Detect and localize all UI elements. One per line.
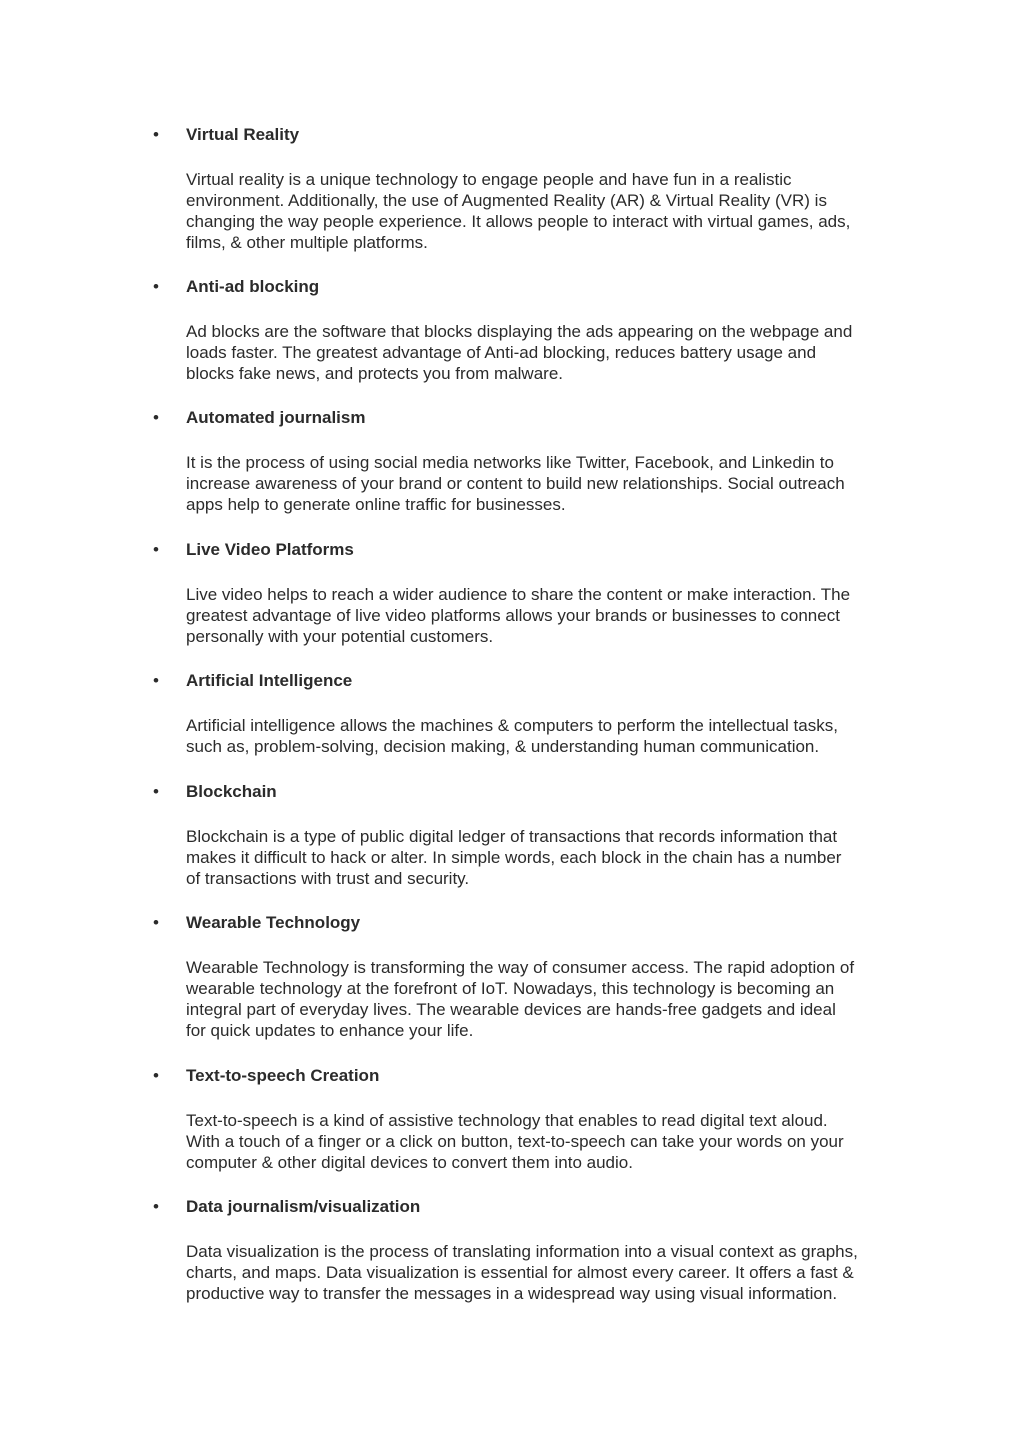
paragraph-line: changing the way people experience. It allows people to interact with virtual games, ads, <box>186 212 851 231</box>
bullet-icon: • <box>153 1066 159 1085</box>
paragraph-line: Wearable Technology is transforming the way of consumer access. The rapid adoption of <box>186 958 855 977</box>
item-paragraph <box>186 826 916 889</box>
paragraph-line: wearable technology at the forefront of IoT. Nowadays, this technology is becoming an <box>186 979 835 998</box>
paragraph-line: such as, problem-solving, decision making, & understanding human communication. <box>186 737 820 756</box>
paragraph-line: Data visualization is the process of translating information into a visual context as graphs, <box>186 1242 858 1261</box>
paragraph-line: makes it difficult to hack or alter. In simple words, each block in the chain has a number <box>186 848 842 867</box>
item-heading: Anti-ad blocking <box>186 277 320 296</box>
paragraph-line: environment. Additionally, the use of Augmented Reality (AR) & Virtual Reality (VR) is <box>186 191 827 210</box>
paragraph-line: Text-to-speech is a kind of assistive technology that enables to read digital text aloud. <box>186 1111 828 1130</box>
paragraph-line: increase awareness of your brand or content to build new relationships. Social outreach <box>186 474 845 493</box>
item-heading: Data journalism/visualization <box>186 1197 421 1216</box>
paragraph-line: loads faster. The greatest advantage of Anti-ad blocking, reduces battery usage and <box>186 343 817 362</box>
paragraph-line: blocks fake news, and protects you from malware. <box>186 364 563 383</box>
bullet-icon: • <box>153 913 159 932</box>
item-heading: Automated journalism <box>186 408 366 427</box>
paragraph-line: charts, and maps. Data visualization is essential for almost every career. It offers a fast & <box>186 1263 854 1282</box>
paragraph-line: With a touch of a finger or a click on button, text-to-speech can take your words on your <box>186 1132 844 1151</box>
paragraph-line: Live video helps to reach a wider audience to share the content or make interaction. The <box>186 585 851 604</box>
bullet-icon: • <box>153 540 159 559</box>
bullet-icon: • <box>153 125 159 144</box>
item-paragraph <box>186 321 916 384</box>
paragraph-line: greatest advantage of live video platforms allows your brands or businesses to connect <box>186 606 840 625</box>
paragraph-line: integral part of everyday lives. The wearable devices are hands-free gadgets and ideal <box>186 1000 836 1019</box>
item-paragraph <box>186 169 916 253</box>
paragraph-line: Artificial intelligence allows the machines & computers to perform the intellectual tasks, <box>186 716 838 735</box>
item-heading: Blockchain <box>186 782 277 801</box>
item-heading: Text-to-speech Creation <box>186 1066 380 1085</box>
paragraph-line: It is the process of using social media networks like Twitter, Facebook, and Linkedin to <box>186 453 834 472</box>
paragraph-line: personally with your potential customers. <box>186 627 494 646</box>
bullet-icon: • <box>153 408 159 427</box>
item-heading: Live Video Platforms <box>186 540 354 559</box>
item-heading: Virtual Reality <box>186 125 300 144</box>
paragraph-line: Ad blocks are the software that blocks displaying the ads appearing on the webpage and <box>186 322 853 341</box>
item-heading: Artificial Intelligence <box>186 671 353 690</box>
item-paragraph <box>186 957 916 1041</box>
item-heading: Wearable Technology <box>186 913 361 932</box>
item-paragraph <box>186 1110 916 1173</box>
bullet-icon: • <box>153 277 159 296</box>
bullet-icon: • <box>153 782 159 801</box>
item-paragraph <box>186 715 916 757</box>
item-paragraph <box>186 1241 916 1304</box>
paragraph-line: apps help to generate online traffic for businesses. <box>186 495 566 514</box>
paragraph-line: films, & other multiple platforms. <box>186 233 428 252</box>
paragraph-line: computer & other digital devices to convert them into audio. <box>186 1153 633 1172</box>
bullet-icon: • <box>153 671 159 690</box>
paragraph-line: of transactions with trust and security. <box>186 869 470 888</box>
paragraph-line: Virtual reality is a unique technology to engage people and have fun in a realistic <box>186 170 792 189</box>
paragraph-line: for quick updates to enhance your life. <box>186 1021 474 1040</box>
item-paragraph <box>186 584 916 647</box>
paragraph-line: Blockchain is a type of public digital ledger of transactions that records information that <box>186 827 838 846</box>
item-paragraph <box>186 452 916 515</box>
paragraph-line: productive way to transfer the messages in a widespread way using visual information. <box>186 1284 838 1303</box>
bullet-icon: • <box>153 1197 159 1216</box>
